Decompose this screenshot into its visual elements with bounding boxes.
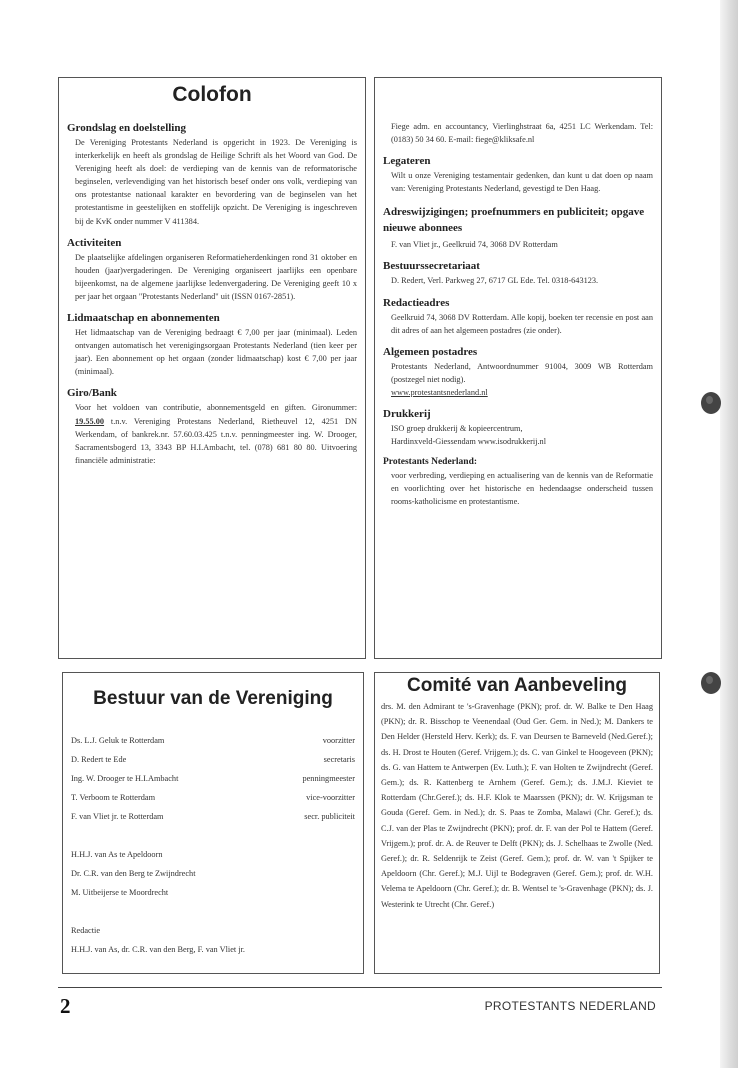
colofon-title: Colofon [172, 83, 252, 106]
section-text: Fiege adm. en accountancy, Vierlinghstraat 6a, 4251 LC Werkendam. Tel: (0183) 50 34 60. E-mail: fiege@kliksafe.nl [391, 122, 653, 145]
other-members [71, 845, 355, 902]
section-grondslag [67, 122, 357, 228]
member-line: Dr. C.R. van den Berg te Zwijndrecht [71, 869, 196, 878]
section-postadres [383, 346, 653, 399]
section-text: D. Redert, Verl. Parkweg 27, 6717 GL Ede. Tel. 0318-643123. [391, 276, 599, 286]
giro-text-after: t.n.v. Vereniging Protestans Nederland, Rietheuvel 12, 4251 DN Werkendam, of bankrek.nr. 57.60.03.425 t.n.v. penningmeester ing. W. Drooger, Sacramentsbogerd 13, 3343 BP H.I.Ambacht, tel. (078) 681 80 80. Uitvoering financiële administratie: [75, 416, 357, 465]
board-member-role: vice-voorzitter [306, 793, 355, 802]
section-text: Hardinxveld-Giessendam www.isodrukkerij.nl [391, 437, 546, 447]
footer-rule [58, 987, 662, 988]
page-spine-shadow [720, 0, 738, 1068]
punch-hole [701, 672, 721, 694]
section-fiege [383, 120, 653, 146]
section-heading: Activiteiten [67, 236, 122, 249]
section-adres [383, 204, 653, 251]
section-heading: Adreswijzigingen; proefnummers en publiciteit; opgave nieuwe abonnees [383, 206, 645, 235]
section-heading: Bestuurssecretariaat [383, 260, 480, 273]
section-giro [67, 387, 357, 466]
redactie [71, 921, 355, 959]
colofon-box [58, 77, 366, 659]
board-row [71, 769, 355, 788]
section-text: ISO groep drukkerij & kopieercentrum, [391, 424, 523, 434]
board-list [71, 731, 355, 826]
member-line: M. Uitbeijerse te Moordrecht [71, 888, 169, 897]
section-legateren [383, 155, 653, 195]
publication-name: PROTESTANTS NEDERLAND [484, 999, 656, 1013]
board-row [71, 750, 355, 769]
page-number: 2 [60, 994, 71, 1018]
section-bestuurssecretariaat [383, 260, 653, 287]
giro-number: 19.55.00 [75, 416, 105, 426]
board-row [71, 807, 355, 826]
board-member-name: T. Verboom te Rotterdam [71, 793, 156, 802]
redactie-names: H.H.J. van As, dr. C.R. van den Berg, F. van Vliet jr. [71, 945, 245, 954]
board-member-role: secretaris [323, 755, 355, 764]
section-text: F. van Vliet jr., Geelkruid 74, 3068 DV Rotterdam [391, 240, 558, 250]
website-link[interactable]: www.protestantsnederland.nl [391, 387, 488, 397]
section-activiteiten [67, 237, 357, 303]
redactie-label: Redactie [71, 926, 101, 935]
section-heading: Drukkerij [383, 408, 431, 421]
colofon-continued-box [374, 77, 662, 659]
board-row [71, 731, 355, 750]
section-heading: Legateren [383, 155, 431, 168]
board-member-role: penningmeester [302, 774, 355, 783]
section-protestants-nederland [383, 457, 653, 508]
punch-hole [701, 392, 721, 414]
section-text [75, 401, 357, 466]
section-text: Het lidmaatschap van de Vereniging bedraagt € 7,00 per jaar (minimaal). Leden ontvangen automatisch het verenigingsorgaan Protestants Nederland (tien keer per jaar). Een abonnement op het orgaan (zonder lidmaatschap) kost € 7,00 per jaar (minimaal). [75, 328, 357, 377]
section-heading: Lidmaatschap en abonnementen [67, 312, 220, 325]
section-redactieadres [383, 297, 653, 337]
section-heading: Grondslag en doelstelling [67, 122, 186, 134]
board-member-role: voorzitter [322, 736, 355, 745]
comite-text: drs. M. den Admirant te 's-Gravenhage (PKN); prof. dr. W. Balke te Den Haag (PKN); dr. R. Bisschop te Veenendaal (Oud Ger. Gem. in Ned.); M. Dankers te Den Helder (Hersteld Herv. Kerk); ds. F. van Deursen te Barneveld (Ned.Geref.); ds. H. Drost te Houten (Geref. Vrijgem.); ds. C. van Ginkel te Hoogeveen (PKN); ds. G. van Hattem te Antwerpen (Ev. Luth.); F. van Holten te Zwijndrecht (Geref. Gem.); ds. R. Kattenberg te Arnhem (Geref. Gem.); ds. J.M.J. Kieviet te Rotterdam (Chr.Geref.); ds. H.F. Klok te Maarssen (PKN); dr. W. Krijgsman te Gouda (Geref. Gem. in Ned.); dr. S. Paas te Zomba, Malawi (Chr. Geref.); ds. C.J. van der Plas te Zwijndrecht (PKN); prof. dr. F. van der Pol te Hattem (Geref. Vrijgem.); prof. dr. A. de Reuver te Delft (PKN); ds. J. Schelhaas te Zwolle (Ned. Geref.); dr. R. Seldenrijk te Zeist (Geref. Gem.); prof. dr. W. van 't Spijker te Apeldoorn (Chr. Geref.); M.J. Uijl te Bodegraven (Geref. Gem.); prof. dr. W.H. Velema te Apeldoorn (Chr. Geref.); dr. B. Wentsel te 's-Gravenhage (PKN); ds. J. Westerink te Utrecht (Chr. Geref.) [381, 702, 653, 909]
giro-text-before: Voor het voldoen van contributie, abonnementsgeld en giften. Gironummer: [75, 403, 357, 413]
section-text: Protestants Nederland, Antwoordnummer 91004, 3009 WB Rotterdam (postzegel niet nodig). [391, 361, 653, 384]
board-row [71, 788, 355, 807]
section-heading: Redactieadres [383, 296, 450, 309]
section-text: Geelkruid 74, 3068 DV Rotterdam. Alle kopij, boeken ter recensie en post aan dit adres of aan het algemeen postadres (zie onder). [391, 312, 653, 335]
board-member-role: secr. publiciteit [304, 812, 355, 821]
bestuur-title: Bestuur van de Vereniging [93, 688, 333, 709]
board-member-name: Ds. L.J. Geluk te Rotterdam [71, 736, 165, 745]
section-drukkerij [383, 408, 653, 448]
board-member-name: D. Redert te Ede [71, 755, 127, 764]
section-lidmaatschap [67, 312, 357, 378]
member-line: H.H.J. van As te Apeldoorn [71, 850, 163, 859]
section-heading: Algemeen postadres [383, 345, 478, 358]
section-text: De plaatselijke afdelingen organiseren Reformatieherdenkingen rond 31 oktober en houden (jaar)vergaderingen. De Vereniging organiseert jaarlijks een openbare bijeenkomst, na de algemene jaarlijkse ledenvergadering. De Vereniging geeft 10 x per jaar het orgaan "Protestants Nederland" uit (ISSN 0167-2851). [75, 252, 357, 301]
comite-box [374, 672, 660, 974]
section-text: Wilt u onze Vereniging testamentair gedenken, dan kunt u dat doen op naam van: Vereniging Protestants Nederland, gevestigd te Den Haag. [391, 171, 653, 194]
bestuur-box [62, 672, 364, 974]
section-text: De Vereniging Protestants Nederland is opgericht in 1923. De Vereniging is interkerkelijk en heeft als grondslag de Heilige Schrift als het Woord van God. De Vereniging heeft als doel: de verdieping van de kennis van de reformatorische beginselen, verlevendiging van het historisch besef onder ons volk, verdieping van ons protestantse nationaal karakter en bevordering van de beginselen van het protestantisme in geestelijken en stoffelijk opzicht. De Vereniging is ingeschreven bij de KvK onder nummer V 411384. [75, 138, 357, 226]
section-heading: Protestants Nederland: [383, 457, 478, 468]
board-member-name: Ing. W. Drooger te H.I.Ambacht [71, 774, 179, 783]
section-heading: Giro/Bank [67, 387, 117, 400]
board-member-name: F. van Vliet jr. te Rotterdam [71, 812, 164, 821]
comite-title: Comité van Aanbeveling [407, 675, 627, 696]
section-text: voor verbreding, verdieping en actualisering van de kennis van de Reformatie en voorlichting over het historische en hedendaagse onderscheid tussen rooms-katholicisme en protestantisme. [391, 471, 653, 507]
